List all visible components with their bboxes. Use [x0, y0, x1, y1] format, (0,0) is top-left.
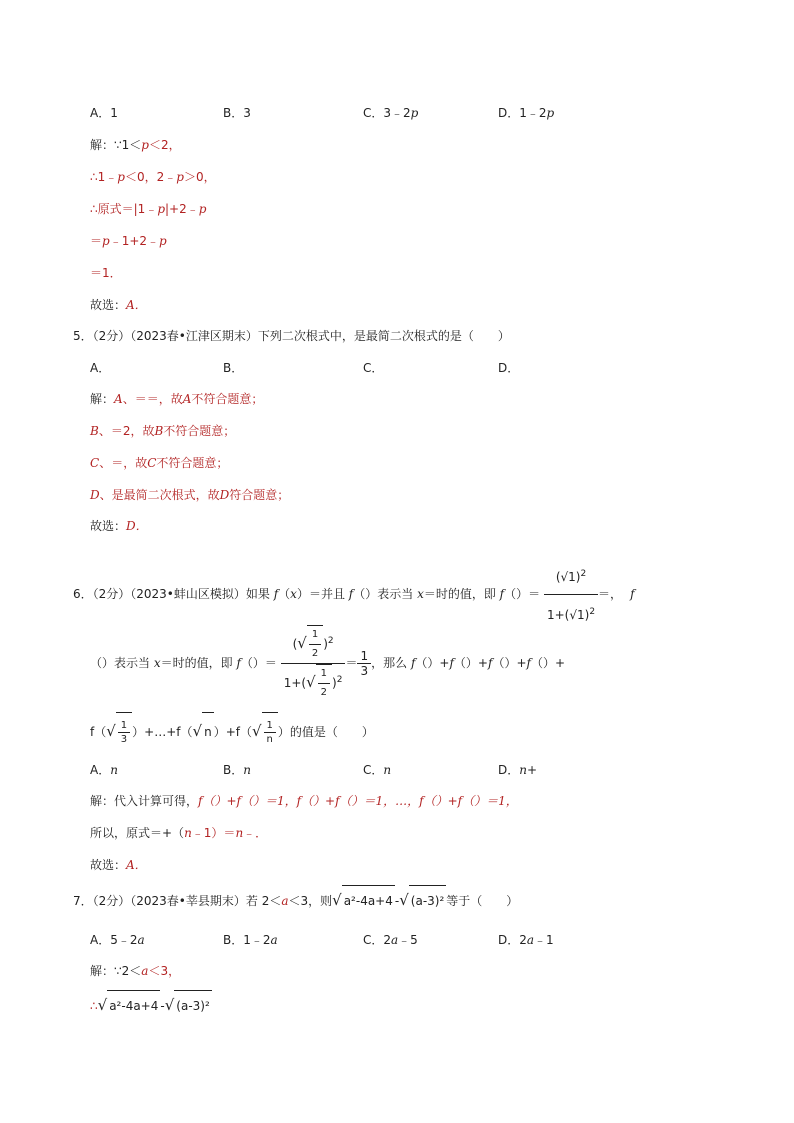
q6-f1-den-sup: 2 [589, 607, 596, 617]
q6-answer-value: A． [126, 858, 147, 872]
q6-l2-f: f [236, 656, 241, 670]
q4-solution-line-5: ＝1． [90, 266, 122, 280]
q5-answer [90, 518, 148, 534]
q7-minus: - [394, 894, 400, 908]
q4-s4-a: ＝ [90, 234, 103, 248]
q6-l3-c: ）+f（ [213, 725, 252, 739]
q6-s1-item-2: f（）+f（）＝1，…， [296, 794, 420, 808]
q6-s2-b: ﹣1）＝ [191, 826, 236, 840]
q6-opt-b-var: n [243, 763, 251, 777]
q5-solution-line-2 [90, 423, 235, 439]
q4-s3-a: ∴原式＝|1﹣ [90, 202, 158, 216]
q6-line-3: f（√ $\frac{1}{3}$ ）+…+f（√ n ）+f（√ $\frac{1}{n}$ ）的值是（ ） [90, 712, 374, 751]
q4-s2-v2: p [176, 170, 184, 184]
q5-option-b: B． [223, 361, 244, 375]
q6-answer-pre: 故选： [90, 858, 127, 872]
q6-l2-c: （）＝ [240, 656, 277, 670]
q6-l1-x2: x [417, 587, 424, 601]
q5-s3-c: 不符合题意； [156, 456, 229, 470]
q4-answer-pre: 故选： [90, 298, 127, 312]
q6-l1-e: ＝时的值，即 [423, 587, 500, 601]
q7-l1-c: 等于（ ） [446, 894, 519, 908]
q6-f1-num-sup: 2 [580, 569, 587, 579]
q4-s2-b: ＜0，2﹣ [124, 170, 177, 184]
q6-l3-one2: 1 [266, 720, 273, 731]
q6-line-2 [90, 625, 565, 702]
q4-option-d-var: p [546, 106, 555, 120]
q6-opt-c-label: C． [363, 763, 384, 777]
q5-s3-v: C [90, 456, 100, 470]
q6-l1-f2: f [348, 587, 354, 601]
q6-l2-e4: （）+ [530, 656, 566, 670]
q7-option-b [223, 932, 278, 948]
q5-s4-v: D [90, 488, 100, 502]
q7-opt-b-label: B．1﹣2 [223, 933, 271, 947]
q6-l2-f4: f [487, 656, 493, 670]
q4-option-a: A．1 [90, 106, 118, 120]
q4-s1-pre: 解：∵1＜ [90, 138, 142, 152]
q5-s1-a: 解： [90, 392, 115, 406]
q7-s2-minus: - [160, 999, 165, 1013]
q4-s4-b: ﹣1+2﹣ [109, 234, 160, 248]
q6-option-c [363, 762, 391, 778]
q6-opt-b-label: B． [223, 763, 244, 777]
q7-opt-a-label: A．5﹣2 [90, 933, 138, 947]
q4-s3-v2: p [198, 202, 207, 216]
q6-l1-a: 6．（2分）（2023•蚌山区模拟）如果 [73, 587, 274, 601]
q4-s2-c: ＞0， [183, 170, 216, 184]
q4-answer [90, 297, 147, 313]
q4-solution-line-3 [90, 201, 206, 217]
q6-fraction-1 [544, 557, 598, 632]
q6-fraction-2 [281, 625, 346, 702]
q5-s4-c: 符合题意； [229, 488, 290, 502]
q5-s1-v2: A [182, 392, 192, 406]
q6-line-1 [73, 557, 635, 632]
q6-l2-d: ，那么 [371, 656, 411, 670]
q5-option-a: A． [90, 361, 111, 375]
q5-solution-line-4 [90, 487, 289, 503]
q6-l1-f1: f [273, 587, 279, 601]
q6-fraction-2-den: 1+(√ $\frac{1}{2}$ )$^2$ [281, 663, 346, 702]
q6-one-third-den: 3 [357, 663, 371, 678]
q5-option-c: C． [363, 361, 384, 375]
q5-s1-c: 不符合题意； [191, 392, 264, 406]
q4-s3-v1: p [157, 202, 166, 216]
q7-solution-line-2: ∴√ a²-4a+4 -√ (a-3)² [90, 990, 212, 1021]
q6-l1-x1: x [290, 587, 297, 601]
q6-opt-d-var: n [519, 763, 527, 777]
q6-answer [90, 857, 147, 873]
q6-l1-f3: f [499, 587, 505, 601]
q4-s4-v1: p [102, 234, 110, 248]
q5-s3-b: 、＝，故 [99, 456, 148, 470]
q7-opt-c-label: C．2 [363, 933, 392, 947]
q6-opt-a-var: n [110, 763, 118, 777]
q7-s1-b: ＜3， [148, 964, 181, 978]
q7-solution-line-1 [90, 963, 180, 979]
q7-opt-a-var: a [137, 933, 145, 947]
q5-s2-v: B [90, 424, 99, 438]
q6-l2-f2: f [410, 656, 416, 670]
q4-s1-var: p [141, 138, 149, 152]
q6-l1-c: ）＝并且 [296, 587, 349, 601]
q6-f2-den-pre: 1+( [283, 676, 307, 690]
q6-l2-a: （）表示当 [90, 656, 154, 670]
q6-l2-f5: f [526, 656, 531, 670]
q7-radical-2: (a-3)² [409, 885, 447, 916]
q7-opt-c-var: a [391, 933, 399, 947]
q5-s4-v2: D [219, 488, 230, 502]
q6-l2-x: x [153, 656, 161, 670]
q6-s2-v2: n [235, 826, 244, 840]
q7-stem: 7．（2分）（2023春•莘县期末）若 2＜a＜3，则√ a²-4a+4 -√ (a-3)² 等于（ ） [73, 885, 518, 916]
q7-s1-a: 解：∵2＜ [90, 964, 142, 978]
q6-s2-c: ﹣． [243, 826, 268, 840]
q6-l2-e2: （）+ [453, 656, 488, 670]
q6-l1-f4: f [630, 587, 635, 601]
q6-eq-sign: ＝ [345, 656, 358, 670]
q6-l3-b: ）+…+f（ [132, 725, 193, 739]
q7-option-d [498, 932, 554, 948]
q6-f2-num-two: 2 [309, 644, 321, 663]
q5-s1-b: 、＝＝，故 [122, 392, 183, 406]
q6-f2-den-post: ) [332, 676, 337, 690]
q6-one-third-num: 1 [360, 649, 369, 663]
q4-option-c [363, 105, 418, 121]
q4-s4-v2: p [159, 234, 167, 248]
q5-solution-line-3 [90, 455, 228, 471]
q6-fraction-1-num [544, 557, 598, 594]
q5-s2-b: 、＝2，故 [98, 424, 155, 438]
q6-l2-f3: f [449, 656, 454, 670]
q7-l1-a: 7．（2分）（2023春•莘县期末）若 2＜ [73, 894, 282, 908]
q7-radical-1: a²-4a+4 [342, 885, 395, 916]
q6-l3-n: n [202, 712, 214, 751]
q6-solution-line-2 [90, 825, 267, 841]
q7-opt-b-var: a [270, 933, 278, 947]
q6-option-b [223, 762, 251, 778]
q6-l3-three: 3 [118, 732, 130, 746]
q4-s3-b: |+2﹣ [165, 202, 199, 216]
q6-l3-n2: n [264, 732, 276, 746]
q6-l2-b: ＝时的值，即 [160, 656, 237, 670]
q7-opt-d-post: ﹣1 [534, 933, 554, 947]
q7-opt-d-label: D．2 [498, 933, 527, 947]
q4-solution-line-2 [90, 169, 216, 185]
q6-l2-e3: （）+ [492, 656, 527, 670]
q6-l3-d: ）的值是（ ） [277, 725, 374, 739]
q6-option-d: D．n+ [498, 763, 538, 777]
q6-s2-a: 所以，原式＝+（ [90, 826, 185, 840]
q4-solution-line-1 [90, 137, 181, 153]
q7-option-a [90, 932, 145, 948]
q4-option-d [498, 105, 554, 121]
q5-answer-pre: 故选： [90, 519, 127, 533]
q5-s3-v2: C [147, 456, 157, 470]
q6-l1-d: （）表示当 [353, 587, 418, 601]
q7-l1-var: a [281, 894, 289, 908]
q7-s2-a: ∴ [90, 999, 98, 1013]
q4-answer-value: A． [126, 298, 147, 312]
q7-l1-b: ＜3，则 [288, 894, 333, 908]
q5-solution-line-1 [90, 391, 263, 407]
q4-s2-v1: p [117, 170, 125, 184]
q6-opt-a-label: A． [90, 763, 111, 777]
q7-opt-c-post: ﹣5 [398, 933, 418, 947]
q6-l3-one: 1 [120, 720, 128, 731]
q6-one-third [357, 649, 371, 678]
q4-s2-a: ∴1﹣ [90, 170, 118, 184]
q5-s1-v: A [114, 392, 123, 406]
q6-f1-num-text: (√1) [555, 570, 581, 584]
q5-option-d: D． [498, 361, 520, 375]
q6-l2-e: （）+ [415, 656, 450, 670]
q6-l1-h: ＝， [598, 587, 623, 601]
q5-answer-value: D． [126, 519, 148, 533]
q7-option-c [363, 932, 418, 948]
q7-s2-radical-2: (a-3)² [174, 990, 212, 1021]
q6-s2-v: n [184, 826, 192, 840]
q7-s2-radical-1: a²-4a+4 [107, 990, 160, 1021]
q4-option-d-text: D．1﹣2 [498, 106, 547, 120]
q6-opt-d-label: D． [498, 763, 520, 777]
q6-opt-c-var: n [383, 763, 392, 777]
q6-f2-num-sup: 2 [327, 636, 334, 646]
q6-fraction-2-num: (√ $\frac{1}{2}$ )$^2$ [281, 625, 346, 663]
q6-option-a [90, 762, 118, 778]
q5-s2-v2: B [154, 424, 164, 438]
q5-s2-c: 不符合题意； [163, 424, 236, 438]
q6-l3-a: f（ [90, 725, 107, 739]
q4-option-b: B．3 [223, 106, 251, 120]
q6-s1-item-1: f（）+f（）＝1， [198, 794, 297, 808]
q4-option-c-text: C．3﹣2 [363, 106, 411, 120]
q5-stem: 5．（2分）（2023春•江津区期末）下列二次根式中，是最简二次根式的是（ ） [73, 329, 510, 343]
q4-option-c-var: p [410, 106, 419, 120]
q4-solution-line-4 [90, 233, 167, 249]
q7-opt-d-var: a [526, 933, 535, 947]
q4-s1-post: ＜2， [148, 138, 181, 152]
q6-l1-g: （）＝ [504, 587, 541, 601]
q6-l1-b: （ [278, 587, 291, 601]
q6-solution-line-1 [90, 793, 518, 809]
q6-s1-a: 解：代入计算可得， [90, 794, 199, 808]
q7-s1-var: a [141, 964, 149, 978]
q6-f2-num-one: 1 [311, 629, 319, 640]
q6-s1-item-3: f（）+f（）＝1， [419, 794, 518, 808]
q5-s4-b: 、是最简二次根式，故 [99, 488, 220, 502]
q6-f1-den-text: 1+(√1) [546, 608, 590, 622]
